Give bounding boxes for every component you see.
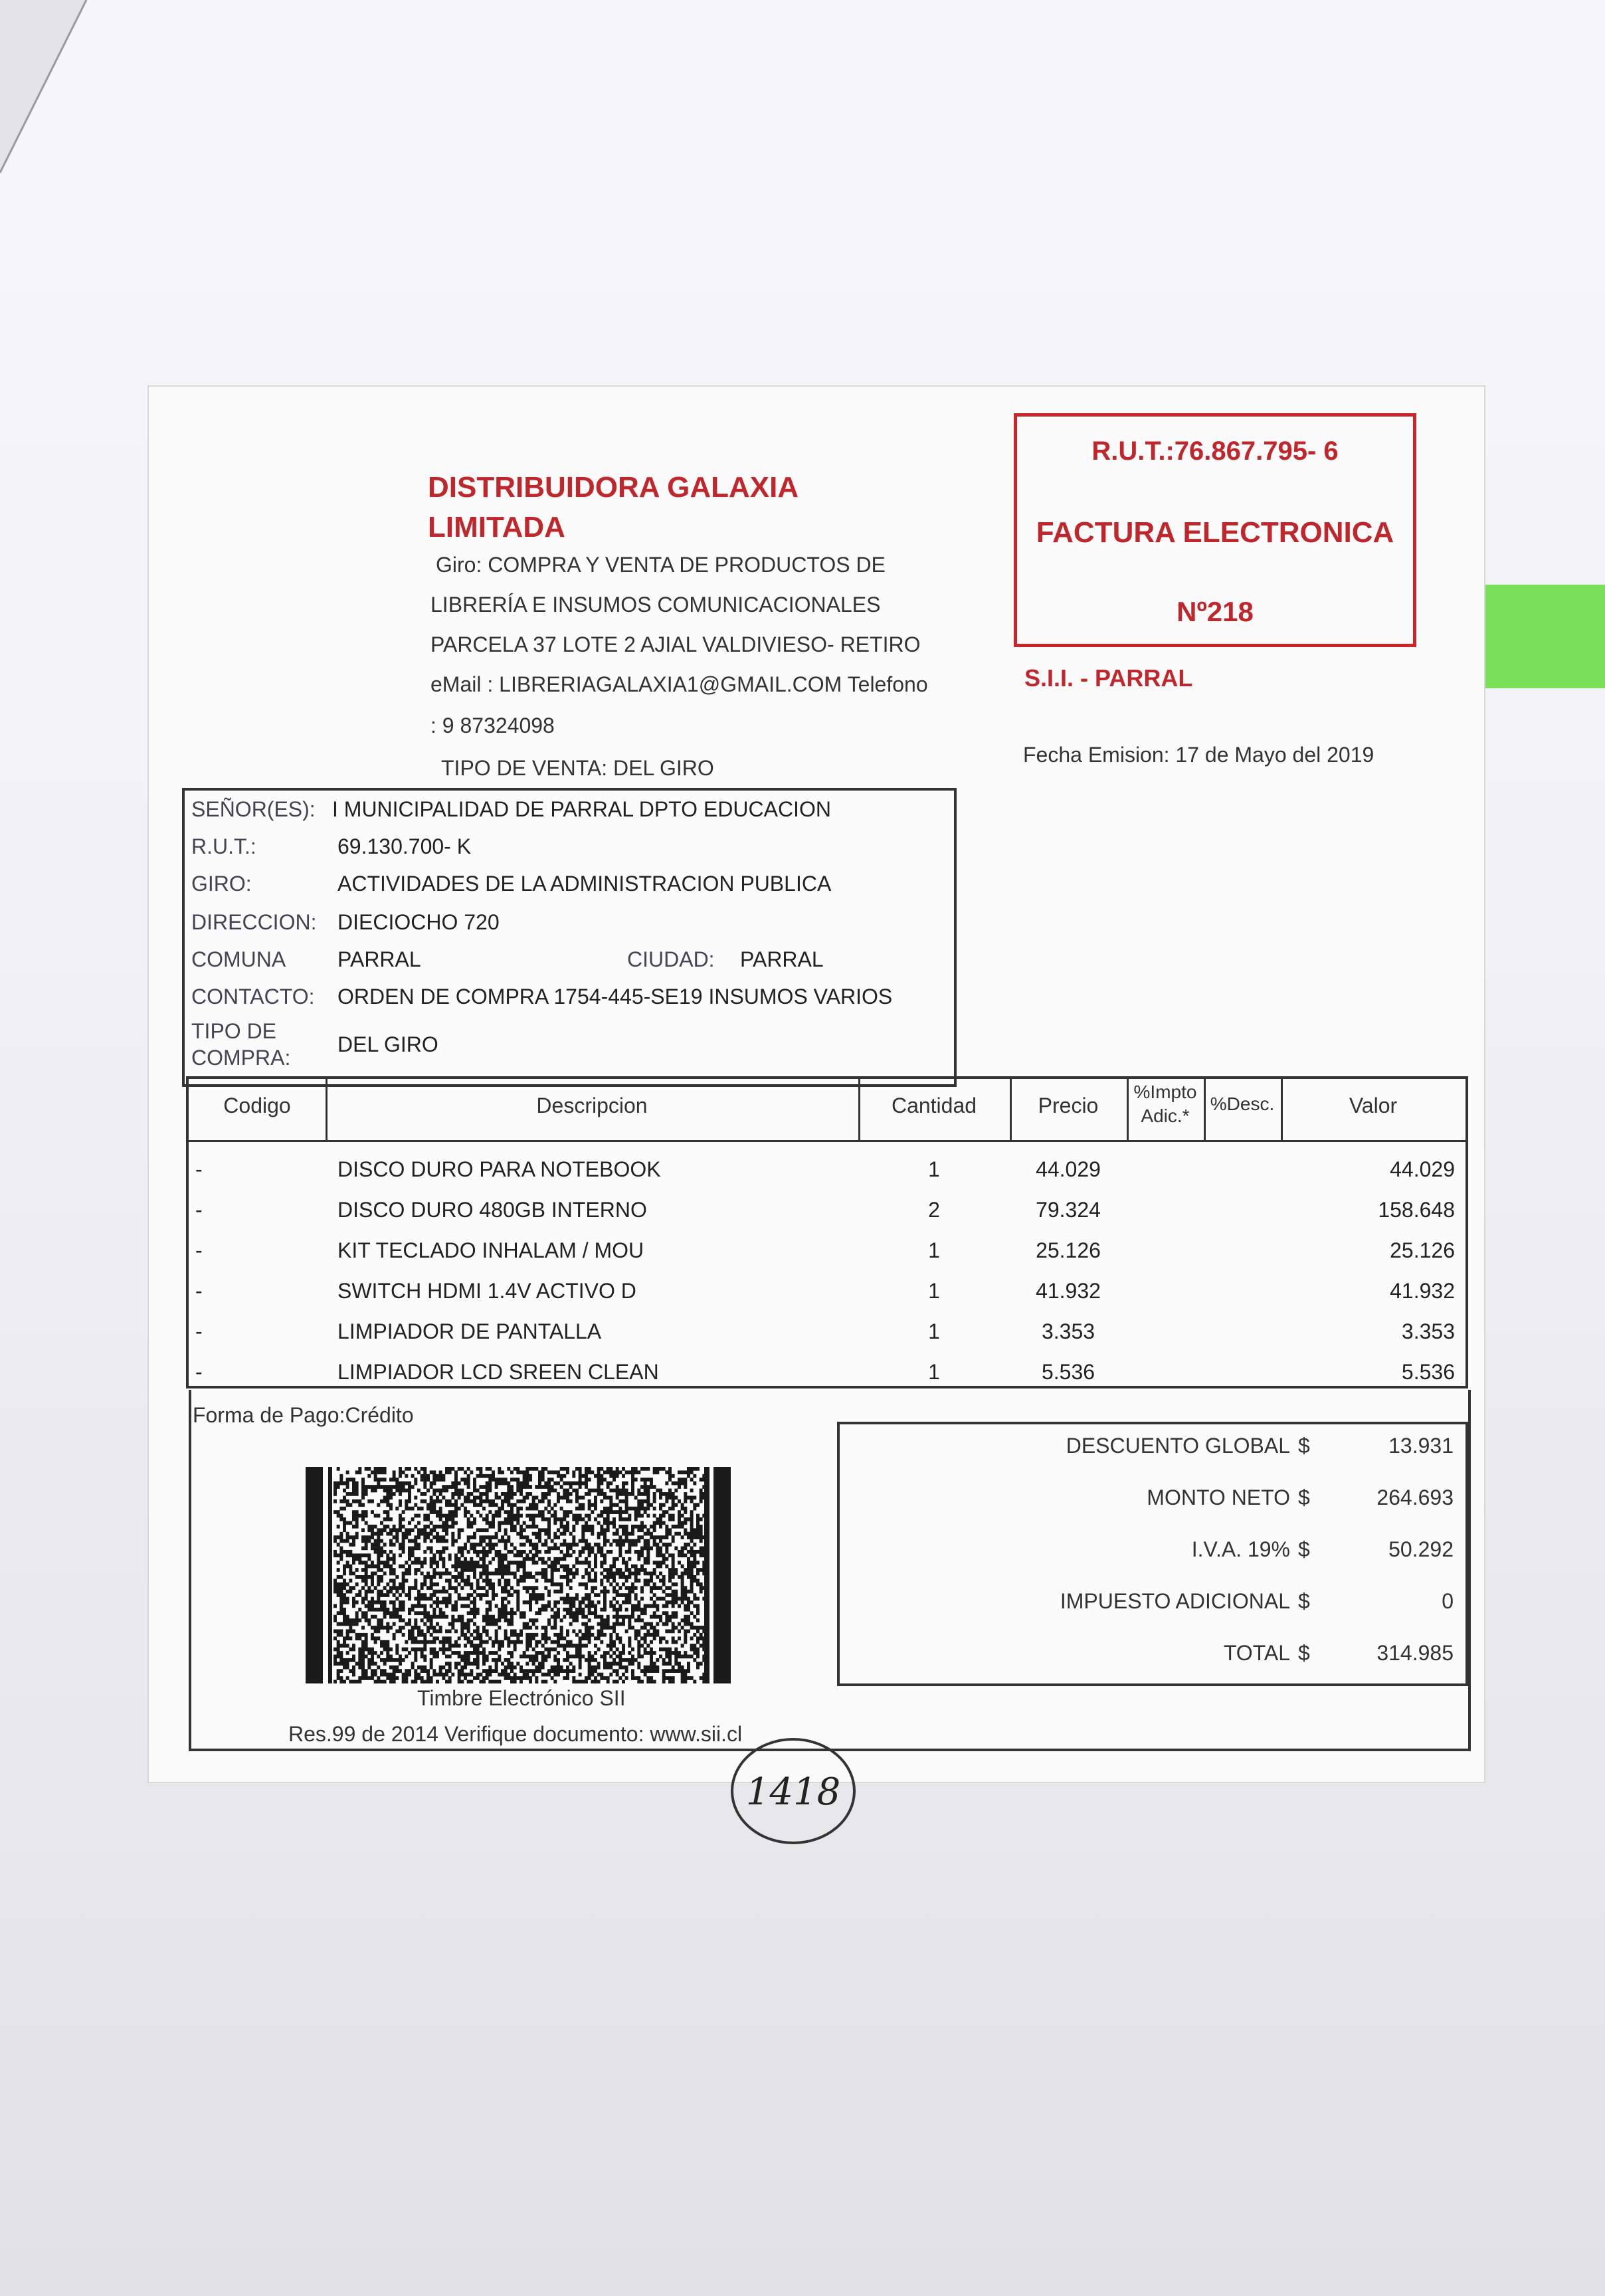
totals-value: 314.985 [1376,1641,1454,1665]
client-address-label: DIRECCION: [191,910,317,934]
items-table-header [189,1079,1465,1142]
row-quantity: 1 [928,1360,940,1384]
totals-value: 13.931 [1388,1434,1454,1458]
client-rut: 69.130.700- K [337,834,472,858]
row-value: 44.029 [1390,1157,1455,1181]
header-description: Descripcion [536,1094,648,1117]
row-description: LIMPIADOR LCD SREEN CLEAN [337,1360,659,1384]
row-value: 41.932 [1390,1279,1455,1303]
totals-currency: $ [1298,1641,1310,1665]
header-additional-tax-2: Adic.* [1141,1105,1190,1126]
client-city: PARRAL [740,947,824,971]
purchase-type-label-2: COMPRA: [191,1046,291,1070]
client-info-box [182,788,957,1087]
client-name-label: SEÑOR(ES): [191,797,316,821]
row-value: 3.353 [1401,1319,1455,1343]
row-description: LIMPIADOR DE PANTALLA [337,1319,602,1343]
totals-currency: $ [1298,1434,1310,1458]
company-giro: Giro: COMPRA Y VENTA DE PRODUCTOS DE [436,553,886,577]
row-price: 5.536 [1041,1360,1095,1384]
page-fold-corner [0,0,93,186]
company-name [428,468,799,547]
row-quantity: 1 [928,1157,940,1181]
purchase-type-label-1: TIPO DE [191,1019,277,1043]
handwritten-page-number [727,1731,860,1851]
totals-currency: $ [1298,1589,1310,1613]
header-code: Codigo [223,1094,291,1117]
client-giro: ACTIVIDADES DE LA ADMINISTRACION PUBLICA [337,872,832,896]
totals-currency: $ [1298,1537,1310,1561]
totals-box [837,1422,1468,1686]
items-table [186,1076,1468,1388]
company-phone: : 9 87324098 [430,714,555,737]
row-quantity: 1 [928,1279,940,1303]
client-rut-label: R.U.T.: [191,834,256,858]
client-contact: ORDEN DE COMPRA 1754-445-SE19 INSUMOS VARIOS [337,985,893,1008]
row-price: 3.353 [1041,1319,1095,1343]
totals-label: MONTO NETO [1147,1485,1290,1509]
row-code: - [195,1157,203,1181]
electronic-stamp-barcode [306,1467,731,1683]
issue-date: Fecha Emision: 17 de Mayo del 2019 [1023,743,1374,767]
row-code: - [195,1279,203,1303]
purchase-type: DEL GIRO [337,1032,438,1056]
handwritten-number-text: 1418 [745,1770,841,1814]
document-id-box [1014,413,1416,647]
row-description: DISCO DURO 480GB INTERNO [337,1198,647,1222]
totals-label: IMPUESTO ADICIONAL [1060,1589,1290,1613]
row-price: 79.324 [1036,1198,1101,1222]
row-value: 25.126 [1390,1238,1455,1262]
header-additional-tax-1: %Impto [1133,1082,1197,1102]
totals-value: 264.693 [1376,1485,1454,1509]
row-code: - [195,1319,203,1343]
totals-label: TOTAL [1223,1641,1290,1665]
totals-label: I.V.A. 19% [1191,1537,1290,1561]
client-name: I MUNICIPALIDAD DE PARRAL DPTO EDUCACION [332,797,831,821]
issuer-rut: R.U.T.:76.867.795- 6 [1091,436,1339,466]
client-commune: PARRAL [337,947,421,971]
totals-currency: $ [1298,1485,1310,1509]
row-description: DISCO DURO PARA NOTEBOOK [337,1157,661,1181]
row-description: KIT TECLADO INHALAM / MOU [337,1238,644,1262]
stamp-caption: Timbre Electrónico SII [417,1686,626,1710]
row-quantity: 2 [928,1198,940,1222]
company-address: PARCELA 37 LOTE 2 AJIAL VALDIVIESO- RETIRO [430,632,921,656]
header-additional-tax [1127,1080,1204,1128]
company-name-line2: LIMITADA [428,511,565,543]
totals-value: 0 [1442,1589,1454,1613]
document-type: FACTURA ELECTRONICA [1036,516,1394,549]
header-price: Precio [1038,1094,1099,1117]
totals-label: DESCUENTO GLOBAL [1066,1434,1290,1458]
row-description: SWITCH HDMI 1.4V ACTIVO D [337,1279,636,1303]
row-price: 41.932 [1036,1279,1101,1303]
row-value: 158.648 [1378,1198,1455,1222]
row-price: 44.029 [1036,1157,1101,1181]
row-code: - [195,1360,203,1384]
row-quantity: 1 [928,1319,940,1343]
header-value: Valor [1349,1094,1398,1117]
invoice-sheet [147,385,1485,1783]
client-contact-label: CONTACTO: [191,985,315,1008]
client-giro-label: GIRO: [191,872,252,896]
company-giro-cont: LIBRERÍA E INSUMOS COMUNICACIONALES [430,593,881,617]
payment-method: Forma de Pago:Crédito [193,1403,414,1427]
sii-office: S.I.I. - PARRAL [1024,664,1193,692]
client-city-label: CIUDAD: [627,947,715,971]
sale-type: TIPO DE VENTA: DEL GIRO [441,756,714,780]
sii-resolution-note: Res.99 de 2014 Verifique documento: www.sii.cl [288,1722,743,1746]
row-code: - [195,1198,203,1222]
client-address: DIECIOCHO 720 [337,910,500,934]
company-name-line1: DISTRIBUIDORA GALAXIA [428,471,799,504]
totals-value: 50.292 [1388,1537,1454,1561]
row-quantity: 1 [928,1238,940,1262]
header-quantity: Cantidad [891,1094,977,1117]
row-code: - [195,1238,203,1262]
header-discount: %Desc. [1210,1094,1275,1114]
row-price: 25.126 [1036,1238,1101,1262]
row-value: 5.536 [1401,1360,1455,1384]
company-email-phone: eMail : LIBRERIAGALAXIA1@GMAIL.COM Telefono [430,672,928,696]
document-number: Nº218 [1177,596,1254,627]
client-commune-label: COMUNA [191,947,286,971]
